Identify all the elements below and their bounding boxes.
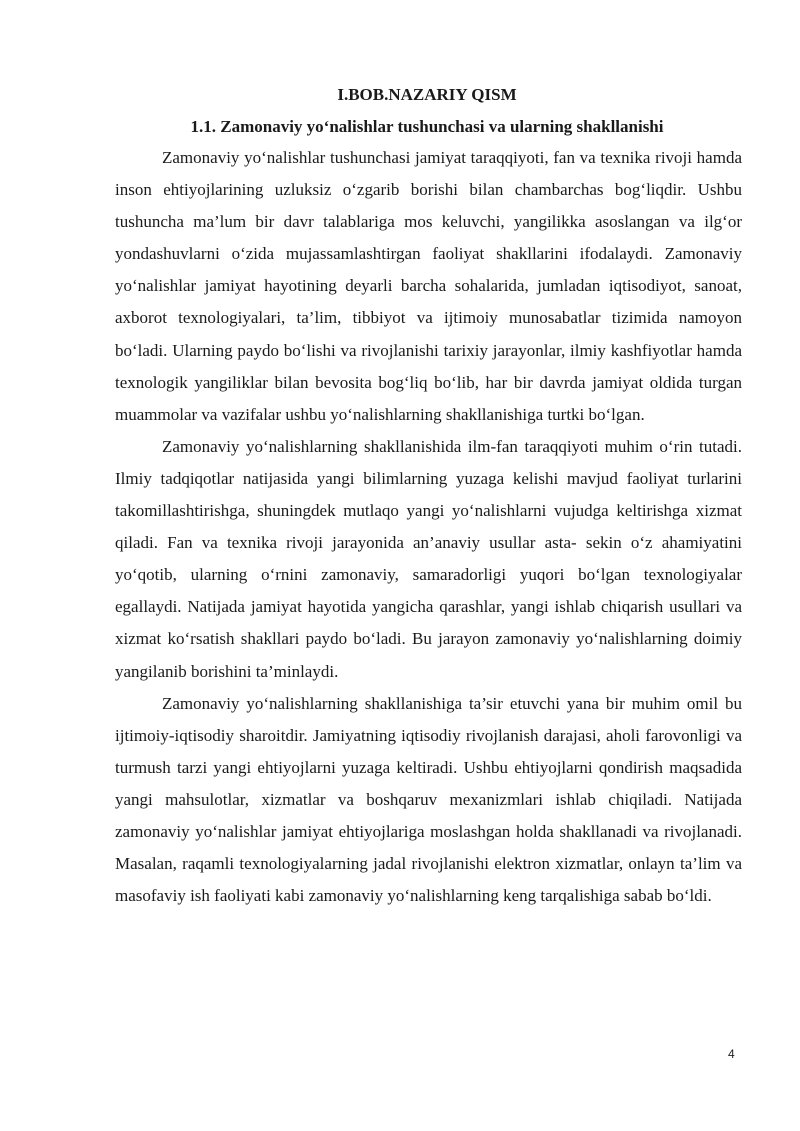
paragraph: Zamonaviy yo‘nalishlar tushunchasi jamiyat taraqqiyoti, fan va texnika rivoji hamda inson ehtiyojlarining uzluksiz o‘zgarib borishi bilan chambarchas bog‘liqdir. Ushbu tushuncha ma’lum bir davr talablariga mos keluvchi, yangilikka asoslangan va ilg‘or yondashuvlarni o‘zida mujassamlashtirgan faoliyat shakllarini ifodalaydi. Zamonaviy yo‘nalishlar jamiyat hayotining deyarli barcha sohalarida, jumladan iqtisodiyot, sanoat, axborot texnologiyalari, ta’lim, tibbiyot va ijtimoiy munosabatlar tizimida namoyon bo‘ladi. Ularning paydo bo‘lishi va rivojlanishi tarixiy jarayonlar, ilmiy kashfiyotlar hamda texnologik yangiliklar bilan bevosita bog‘liq bo‘lib, har bir davrda jamiyat oldida turgan muammolar va vazifalar ushbu yo‘nalishlarning shakllanishiga turtki bo‘lgan. bbox=[115, 148, 742, 424]
body-text bbox=[115, 142, 742, 912]
section-title: 1.1. Zamonaviy yo‘nalishlar tushunchasi va ularning shakllanishi bbox=[190, 117, 664, 136]
page-number: 4 bbox=[728, 1047, 735, 1061]
chapter-title: I.BOB.NAZARIY QISM bbox=[337, 85, 517, 104]
paragraph: Zamonaviy yo‘nalishlarning shakllanishida ilm-fan taraqqiyoti muhim o‘rin tutadi. Ilmiy tadqiqotlar natijasida yangi bilimlarning yuzaga kelishi mavjud faoliyat turlarini takomillashtirishga, shuningdek mutlaqo yangi yo‘nalishlarni vujudga keltirishga xizmat qiladi. Fan va texnika rivoji jarayonida an’anaviy usullar asta- sekin o‘z ahamiyatini yo‘qotib, ularning o‘rnini zamonaviy, samaradorligi yuqori bo‘lgan texnologiyalar egallaydi. Natijada jamiyat hayotida yangicha qarashlar, yangi ishlab chiqarish usullari va xizmat ko‘rsatish shakllari paydo bo‘ladi. Bu jarayon zamonaviy yo‘nalishlarning doimiy yangilanib borishini ta’minlaydi. bbox=[115, 436, 742, 681]
paragraph: Zamonaviy yo‘nalishlarning shakllanishiga ta’sir etuvchi yana bir muhim omil bu ijtimoiy-iqtisodiy sharoitdir. Jamiyatning iqtisodiy rivojlanish darajasi, aholi farovonligi va turmush tarzi yangi ehtiyojlarni yuzaga keltiradi. Ushbu ehtiyojlarni qondirish maqsadida yangi mahsulotlar, xizmatlar va boshqaruv mexanizmlari ishlab chiqiladi. Natijada zamonaviy yo‘nalishlar jamiyat ehtiyojlariga moslashgan holda shakllanadi va rivojlanadi. Masalan, raqamli texnologiyalarning jadal rivojlanishi elektron xizmatlar, onlayn ta’lim va masofaviy ish faoliyati kabi zamonaviy yo‘nalishlarning keng tarqalishiga sabab bo‘ldi. bbox=[115, 693, 742, 906]
